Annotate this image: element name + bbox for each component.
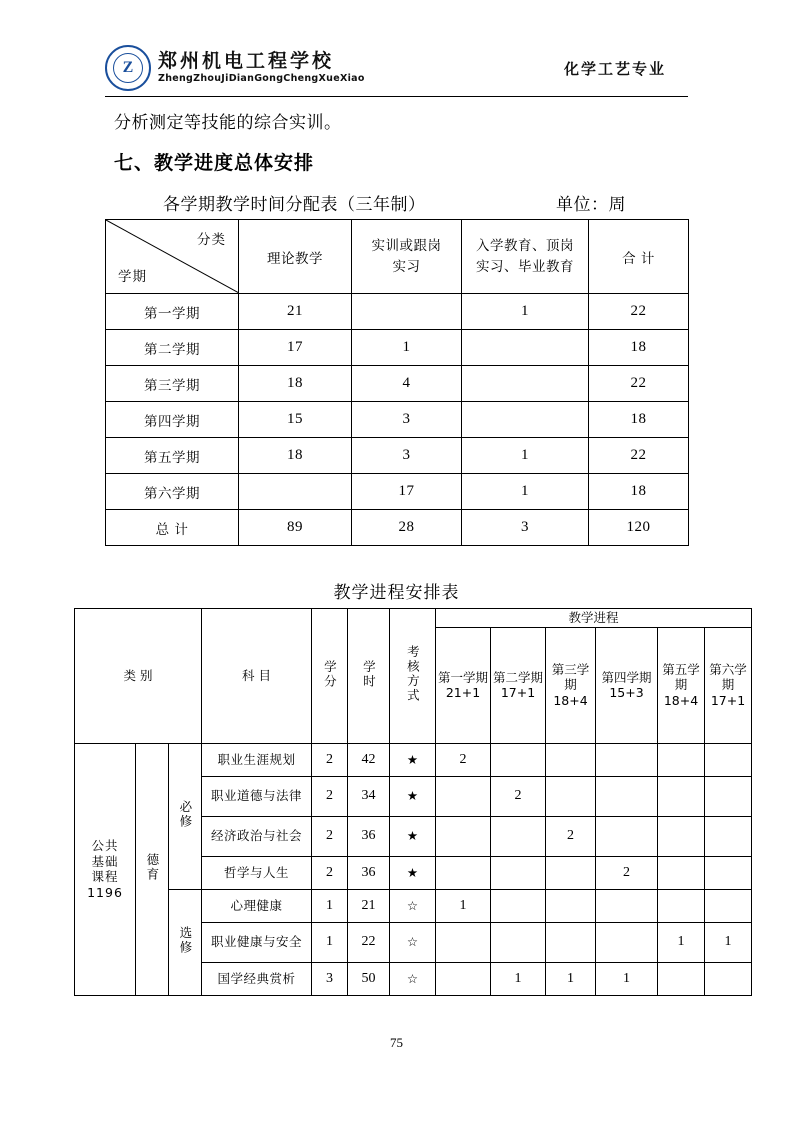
table-row xyxy=(106,366,689,402)
subject-credit: 2 xyxy=(312,856,348,889)
table1-corner-cell xyxy=(106,220,239,294)
th-hours: 学时 xyxy=(348,609,390,744)
section-heading: 七、教学进度总体安排 xyxy=(114,152,315,174)
th-term-4 xyxy=(596,627,658,743)
school-name-cn: 郑州机电工程学校 xyxy=(158,50,335,73)
term-6-hours: 1 xyxy=(705,922,752,962)
theory-weeks: 15 xyxy=(239,402,352,438)
semester-time-allocation-table xyxy=(105,219,689,546)
subject-hours: 36 xyxy=(348,816,390,856)
total-label: 总 计 xyxy=(106,510,239,546)
th-term-3 xyxy=(546,627,596,743)
school-logo-block xyxy=(105,45,365,91)
total-weeks: 18 xyxy=(589,330,689,366)
table1-col-total: 合 计 xyxy=(589,220,689,294)
group-required: 必修 xyxy=(169,743,202,889)
term-2-hours xyxy=(491,856,546,889)
body-paragraph: 分析测定等技能的综合实训。 xyxy=(114,113,342,133)
theory-weeks: 18 xyxy=(239,366,352,402)
assessment-mark: ☆ xyxy=(390,962,436,995)
subject-credit: 1 xyxy=(312,922,348,962)
term-5-hours xyxy=(658,776,705,816)
subject-name: 经济政治与社会 xyxy=(202,816,312,856)
subject-name: 职业生涯规划 xyxy=(202,743,312,776)
term-6-hours xyxy=(705,856,752,889)
th-term-5-name: 第五学期 xyxy=(662,661,700,693)
table-row xyxy=(106,330,689,366)
term-1-hours: 1 xyxy=(436,889,491,922)
th-subject: 科 目 xyxy=(202,609,312,744)
subject-hours: 42 xyxy=(348,743,390,776)
term-2-hours: 1 xyxy=(491,962,546,995)
education-weeks-total: 3 xyxy=(462,510,589,546)
assessment-mark: ★ xyxy=(390,856,436,889)
assessment-mark: ☆ xyxy=(390,889,436,922)
term-6-hours xyxy=(705,962,752,995)
practice-weeks: 1 xyxy=(352,330,462,366)
term-1-hours xyxy=(436,816,491,856)
term-label: 第五学期 xyxy=(106,438,239,474)
th-term-4-weeks: 15+3 xyxy=(609,685,644,701)
term-label: 第四学期 xyxy=(106,402,239,438)
corner-label-category: 分类 xyxy=(197,232,226,248)
education-weeks xyxy=(462,366,589,402)
th-term-6-weeks: 17+1 xyxy=(710,692,746,708)
th-term-4-name: 第四学期 xyxy=(601,669,652,685)
th-term-2 xyxy=(491,627,546,743)
table1-unit-label: 单位：周 xyxy=(556,195,626,215)
category-line-4: 1196 xyxy=(87,884,123,900)
term-6-hours xyxy=(705,776,752,816)
term-5-hours xyxy=(658,889,705,922)
term-label: 第二学期 xyxy=(106,330,239,366)
th-term-2-weeks: 17+1 xyxy=(500,685,536,701)
table1-col-theory: 理论教学 xyxy=(239,220,352,294)
practice-weeks-total: 28 xyxy=(352,510,462,546)
group-elective: 选修 xyxy=(169,889,202,995)
subject-name: 职业道德与法律 xyxy=(202,776,312,816)
term-label: 第六学期 xyxy=(106,474,239,510)
th-term-3-name: 第三学期 xyxy=(551,661,590,693)
table-row xyxy=(106,474,689,510)
term-2-hours xyxy=(491,743,546,776)
th-category: 类 别 xyxy=(75,609,202,744)
th-term-1 xyxy=(436,627,491,743)
subject-credit: 2 xyxy=(312,776,348,816)
term-2-hours: 2 xyxy=(491,776,546,816)
education-weeks: 1 xyxy=(462,438,589,474)
theory-weeks: 21 xyxy=(239,294,352,330)
assessment-mark: ★ xyxy=(390,743,436,776)
education-weeks: 1 xyxy=(462,294,589,330)
school-emblem-icon xyxy=(105,45,151,91)
term-1-hours xyxy=(436,776,491,816)
subject-hours: 36 xyxy=(348,856,390,889)
term-4-hours xyxy=(596,816,658,856)
practice-weeks xyxy=(352,294,462,330)
school-name-en: ZhengZhouJiDianGongChengXueXiao xyxy=(158,72,365,84)
term-1-hours xyxy=(436,856,491,889)
term-3-hours xyxy=(546,922,596,962)
term-1-hours: 2 xyxy=(436,743,491,776)
education-weeks xyxy=(462,330,589,366)
corner-label-term: 学期 xyxy=(118,269,147,285)
subject-name: 心理健康 xyxy=(202,889,312,922)
subject-name: 职业健康与安全 xyxy=(202,922,312,962)
category-line-2: 基础 xyxy=(91,853,119,869)
total-weeks: 18 xyxy=(589,474,689,510)
table-total-row xyxy=(106,510,689,546)
table1-col-education-line2: 实习、毕业教育 xyxy=(476,258,574,275)
term-2-hours xyxy=(491,889,546,922)
th-term-3-weeks: 18+4 xyxy=(553,692,588,708)
table1-col-education-line1: 入学教育、顶岗 xyxy=(476,238,574,255)
table1-col-practice-line2: 实习 xyxy=(392,258,421,275)
subject-credit: 2 xyxy=(312,743,348,776)
emblem-letter: Z xyxy=(122,59,134,76)
subject-hours: 50 xyxy=(348,962,390,995)
assessment-mark: ☆ xyxy=(390,922,436,962)
category-public-basic xyxy=(75,743,136,995)
table-row xyxy=(106,438,689,474)
th-term-6 xyxy=(705,627,752,743)
subject-hours: 34 xyxy=(348,776,390,816)
school-name-block xyxy=(158,52,365,84)
practice-weeks: 3 xyxy=(352,402,462,438)
term-1-hours xyxy=(436,922,491,962)
term-1-hours xyxy=(436,962,491,995)
theory-weeks xyxy=(239,474,352,510)
term-6-hours xyxy=(705,889,752,922)
theory-weeks-total: 89 xyxy=(239,510,352,546)
subject-credit: 3 xyxy=(312,962,348,995)
table1-col-practice-line1: 实训或跟岗 xyxy=(371,238,442,255)
total-weeks-total: 120 xyxy=(589,510,689,546)
education-weeks: 1 xyxy=(462,474,589,510)
term-5-hours xyxy=(658,856,705,889)
term-4-hours xyxy=(596,776,658,816)
subject-hours: 22 xyxy=(348,922,390,962)
th-term-5-weeks: 18+4 xyxy=(663,692,699,708)
practice-weeks: 4 xyxy=(352,366,462,402)
term-4-hours: 1 xyxy=(596,962,658,995)
subject-name: 国学经典赏析 xyxy=(202,962,312,995)
category-line-3: 课程 xyxy=(91,869,119,885)
table1-caption: 各学期教学时间分配表（三年制） xyxy=(163,195,426,215)
term-3-hours xyxy=(546,889,596,922)
term-label: 第一学期 xyxy=(106,294,239,330)
total-weeks: 22 xyxy=(589,438,689,474)
subject-hours: 21 xyxy=(348,889,390,922)
table2-group-header-row xyxy=(75,609,752,628)
subject-name: 哲学与人生 xyxy=(202,856,312,889)
category-line-1: 公共 xyxy=(91,837,119,853)
practice-weeks: 17 xyxy=(352,474,462,510)
teaching-schedule-table xyxy=(74,608,752,996)
th-term-1-name: 第一学期 xyxy=(438,669,489,685)
subject-credit: 2 xyxy=(312,816,348,856)
category-moral-education: 德育 xyxy=(136,743,169,995)
term-4-hours xyxy=(596,889,658,922)
term-3-hours xyxy=(546,743,596,776)
assessment-mark: ★ xyxy=(390,776,436,816)
term-5-hours: 1 xyxy=(658,922,705,962)
table-row xyxy=(106,402,689,438)
practice-weeks: 3 xyxy=(352,438,462,474)
term-4-hours xyxy=(596,743,658,776)
total-weeks: 18 xyxy=(589,402,689,438)
term-4-hours xyxy=(596,922,658,962)
theory-weeks: 17 xyxy=(239,330,352,366)
term-2-hours xyxy=(491,816,546,856)
theory-weeks: 18 xyxy=(239,438,352,474)
term-6-hours xyxy=(705,816,752,856)
th-term-2-name: 第二学期 xyxy=(493,669,544,685)
education-weeks xyxy=(462,402,589,438)
table-row xyxy=(75,889,752,922)
term-3-hours xyxy=(546,776,596,816)
table-row xyxy=(106,294,689,330)
term-5-hours xyxy=(658,962,705,995)
subject-credit: 1 xyxy=(312,889,348,922)
page-header xyxy=(105,42,688,97)
major-title: 化学工艺专业 xyxy=(563,59,666,78)
assessment-mark: ★ xyxy=(390,816,436,856)
table-row xyxy=(75,743,752,776)
table1-col-practice xyxy=(352,220,462,294)
table-header-row xyxy=(106,220,689,294)
th-term-6-name: 第六学期 xyxy=(709,661,747,693)
th-credit: 学分 xyxy=(312,609,348,744)
table1-col-education xyxy=(462,220,589,294)
total-weeks: 22 xyxy=(589,366,689,402)
term-label: 第三学期 xyxy=(106,366,239,402)
term-4-hours: 2 xyxy=(596,856,658,889)
term-6-hours xyxy=(705,743,752,776)
table2-caption: 教学进程安排表 xyxy=(333,583,460,603)
term-3-hours: 2 xyxy=(546,816,596,856)
total-weeks: 22 xyxy=(589,294,689,330)
term-5-hours xyxy=(658,743,705,776)
term-3-hours: 1 xyxy=(546,962,596,995)
th-term-5 xyxy=(658,627,705,743)
th-teaching-process: 教学进程 xyxy=(436,609,752,628)
page-number: 75 xyxy=(390,1035,403,1050)
term-3-hours xyxy=(546,856,596,889)
term-5-hours xyxy=(658,816,705,856)
th-term-1-weeks: 21+1 xyxy=(445,685,481,701)
header-divider xyxy=(105,96,688,97)
th-assessment: 考核方式 xyxy=(390,609,436,744)
term-2-hours xyxy=(491,922,546,962)
